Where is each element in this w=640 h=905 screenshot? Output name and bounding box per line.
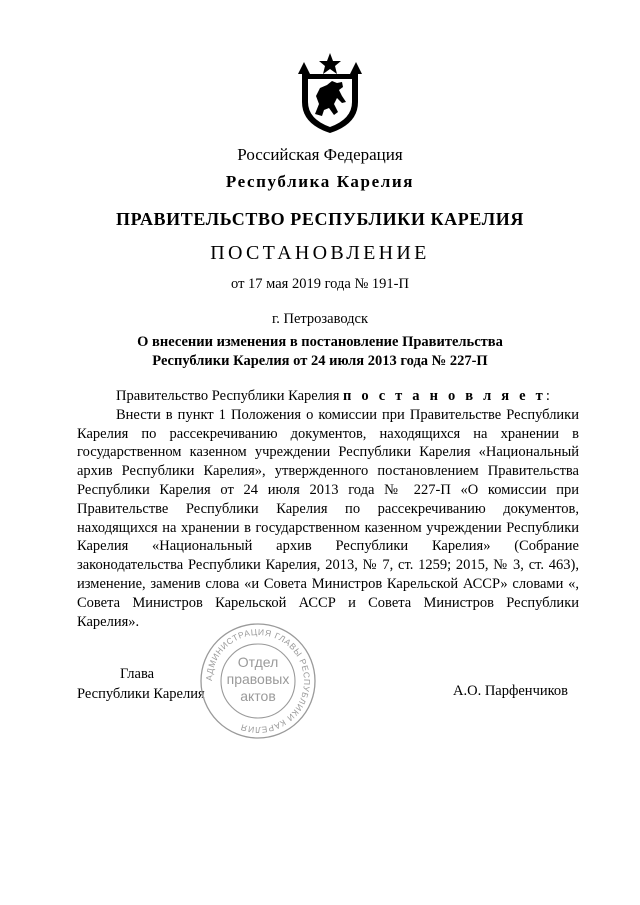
resolution-intro (77, 387, 579, 406)
country-name: Российская Федерация (237, 145, 403, 164)
intro-verb: п о с т а н о в л я е т (343, 388, 546, 404)
stamp-line: Отдел (237, 654, 279, 670)
document-title-line: О внесении изменения в постановление Правительства (137, 334, 503, 350)
document-type: ПОСТАНОВЛЕНИЕ (210, 242, 430, 264)
document-title (0, 333, 640, 371)
intro-end: : (545, 388, 550, 404)
signatory-title-line: Республики Карелия (77, 686, 205, 702)
document-body (77, 387, 579, 631)
signatory-title (77, 664, 205, 704)
stamp (198, 621, 318, 741)
intro-subject: Правительство Республики Карелия (116, 388, 344, 404)
coat-of-arms-icon (298, 52, 362, 134)
government-name: ПРАВИТЕЛЬСТВО РЕСПУБЛИКИ КАРЕЛИЯ (116, 209, 524, 229)
stamp-ring-text: АДМИНИСТРАЦИЯ ГЛАВЫ РЕСПУБЛИКИ КАРЕЛИЯ (203, 626, 313, 736)
document-date-number: от 17 мая 2019 года № 191-П (231, 276, 409, 292)
signatory-name: А.О. Парфенчиков (453, 683, 569, 699)
signatory-title-line: Глава (120, 666, 155, 682)
document-title-line: Республики Карелия от 24 июля 2013 года № 227-П (152, 353, 488, 369)
stamp-line: правовых (226, 671, 290, 687)
resolution-paragraph: Внести в пункт 1 Положения о комиссии при Правительстве Республики Карелия по рассекречиванию документов, находящихся на хранении в государственном казенном учреждении Республики Карелия «Национальный архив Республики Карелия», утвержденного постановлением Правительства Республики Карелия от 24 июля 2013 года № 227-П «О комиссии при Правительстве Республики Карелия по рассекречиванию документов, находящихся на хранении в государственном казенном учреждении Республики Карелия «Национальный архив Республики Карелия» (Собрание законодательства Республики Карелия, 2013, № 7, ст. 1259; 2015, № 3, ст. 463), изменение, заменив слова «и Совета Министров Карельской АССР» словами «, Совета Министров Карельской АССР и Совета Министров Республики Карелия». (77, 406, 579, 630)
republic-name: Республика Карелия (225, 172, 415, 191)
stamp-line: актов (240, 688, 276, 704)
document-city: г. Петрозаводск (271, 311, 369, 327)
